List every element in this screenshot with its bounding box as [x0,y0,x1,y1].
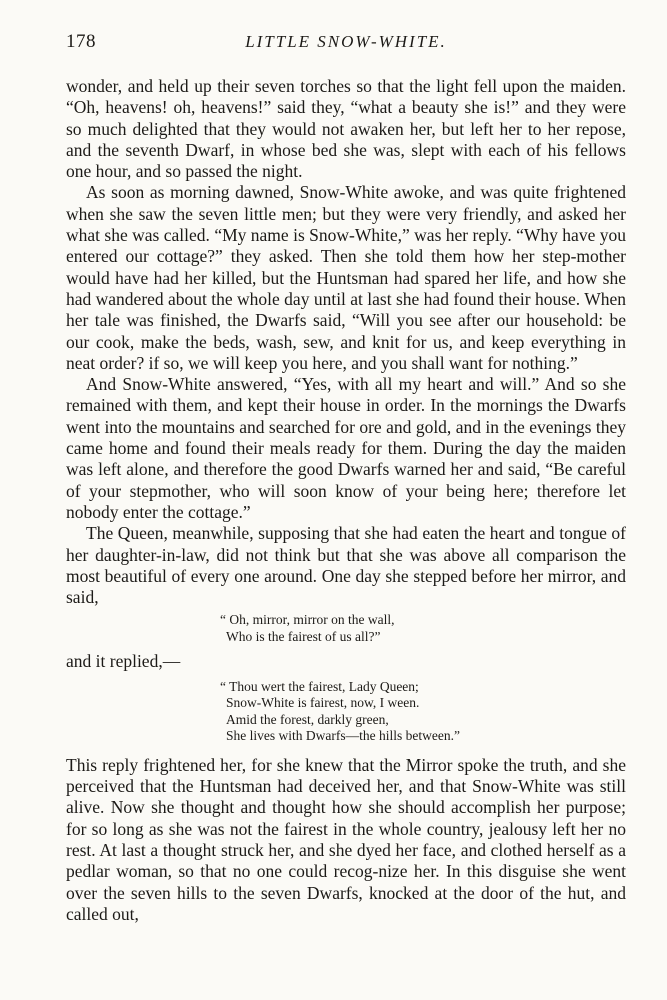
paragraph-queen: The Queen, meanwhile, supposing that she had eaten the heart and tongue of her daughter-in-law, did not think but that she was above all comparison the most beautiful of every one around. One day she stepped before her mirror, and said, [66,523,626,608]
paragraph-closing: This reply frightened her, for she knew that the Mirror spoke the truth, and she perceived that the Huntsman had deceived her, and that Snow-White was still alive. Now she thought and thought how she should accomplish her purpose; for so long as she was not the fairest in the whole country, jealousy left her no rest. At last a thought struck her, and she dyed her face, and clothed herself as a pedlar woman, so that no one could recog-nize her. In this disguise she went over the seven hills to the seven Dwarfs, knocked at the door of the hut, and called out, [66,754,626,924]
replied-line: and it replied,— [66,651,181,672]
paragraph-morning: As soon as morning dawned, Snow-White awoke, and was quite frightened when she saw the seven little men; but they were very friendly, and asked her what she was called. “My name is Snow-White,” was her reply. “Why have you entered our cottage?” they asked. Then she told them how her step-mother would have had her killed, but the Huntsman had spared her life, and how she had wandered about the whole day until at last she had found their house. When her tale was finished, the Dwarfs said, “Will you see after our household: be our cook, make the beds, wash, sew, and knit for us, and keep everything in neat order? if so, we will keep you here, and you shall want for nothing.” [66,182,627,373]
verse-mirror-question [220,612,626,645]
running-title: LITTLE SNOW-WHITE. [245,32,447,51]
paragraph-snow-white-answer: And Snow-White answered, “Yes, with all my heart and will.” And so she remained with them, and kept their house in order. In the mornings the Dwarfs went into the mountains and searched for ore and gold, and in the evenings they came home and found their meals ready for them. During the day the maiden was left alone, and therefore the good Dwarfs warned her and said, “Be careful of your stepmother, who will soon know of your being here; therefore let nobody enter the cottage.” [66,374,626,522]
verse-line: Who is the fairest of us all?” [226,628,381,644]
paragraph-continuation: wonder, and held up their seven torches so that the light fell upon the maiden. “Oh, heavens! oh, heavens!” said they, “what a beauty she is!” and they were so much delighted that they would not awaken her, but left her to her repose, and the seventh Dwarf, in whose bed she was, slept with each of his fellows one hour, and so passed the night. [66,76,626,182]
verse-line: “ Oh, mirror, mirror on the wall, [220,612,395,628]
verse-line: Snow-White is fairest, now, I ween. [226,695,420,711]
page-number: 178 [66,31,96,52]
running-header [66,28,626,56]
body-text [66,76,626,925]
verse-line: Amid the forest, darkly green, [226,711,389,727]
verse-line: “ Thou wert the fairest, Lady Queen; [220,678,419,694]
verse-mirror-reply [220,678,626,745]
book-page [66,28,626,925]
verse-line: She lives with Dwarfs—the hills between.” [226,728,460,744]
